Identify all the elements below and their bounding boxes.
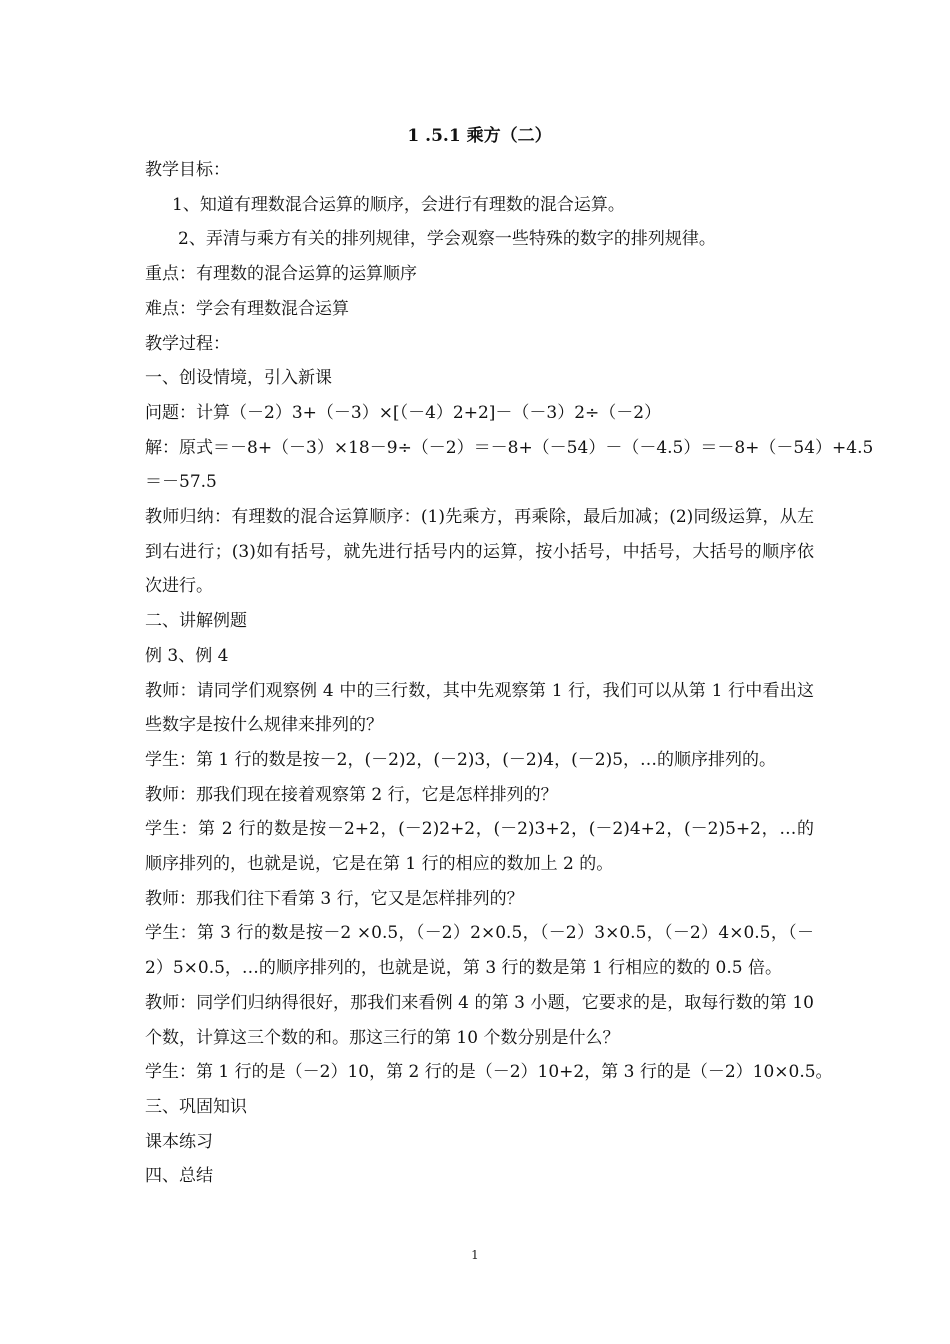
student-dialogue-2: 学生：第 2 行的数是按－2+2，(－2)2+2，(－2)3+2，(－2)4+2，(－2)5+2，…的顺序排列的，也就是说，它是在第 1 行的相应的数加上 2 的。 [145, 819, 814, 875]
student-dialogue-3: 学生：第 3 行的数是按－2 ×0.5，（－2）2×0.5，（－2）3×0.5，（－2）4×0.5，（－2）5×0.5，…的顺序排列的，也就是说，第 3 行的数是第 1 行相应的数的 0.5 倍。 [145, 923, 814, 979]
section-heading-2: 二、讲解例题 [145, 611, 247, 632]
teacher-summary-paragraph: 教师归纳：有理数的混合运算顺序：(1)先乘方，再乘除，最后加减；(2)同级运算，从左到右进行；(3)如有括号，就先进行括号内的运算，按小括号，中括号，大括号的顺序依次进行。 [145, 507, 814, 597]
objective-item-2: 2、弄清与乘方有关的排列规律，学会观察一些特殊的数字的排列规律。 [178, 229, 716, 250]
textbook-exercise: 课本练习 [145, 1131, 213, 1152]
key-point: 重点：有理数的混合运算的运算顺序 [145, 264, 417, 285]
document-title: 1 .5.1 乘方（二） [407, 126, 552, 146]
student-dialogue-1: 学生：第 1 行的数是按－2，(－2)2，(－2)3，(－2)4，(－2)5，…的顺序排列的。 [145, 749, 777, 770]
teacher-dialogue-4: 教师：同学们归纳得很好，那我们来看例 4 的第 3 小题，它要求的是，取每行数的第 10 个数，计算这三个数的和。那这三行的第 10 个数分别是什么？ [145, 992, 814, 1048]
teacher-dialogue-3: 教师：那我们往下看第 3 行，它又是怎样排列的？ [145, 888, 524, 909]
page-number: 1 [471, 1248, 479, 1262]
section-heading-3: 三、巩固知识 [145, 1096, 247, 1117]
examples-label: 例 3、例 4 [145, 645, 229, 666]
student-dialogue-4: 学生：第 1 行的是（－2）10，第 2 行的是（－2）10+2，第 3 行的是（－2）10×0.5。 [145, 1062, 833, 1083]
section-label-objectives: 教学目标： [145, 160, 230, 180]
problem-statement: 问题：计算（－2）3+（－3）×[（－4）2+2]－（－3）2÷（－2） [145, 402, 662, 423]
solution-line-2: ＝－57.5 [145, 472, 217, 493]
section-label-process: 教学过程： [145, 333, 230, 354]
difficult-point: 难点：学会有理数混合运算 [145, 298, 349, 319]
section-heading-4: 四、总结 [145, 1166, 213, 1187]
teacher-dialogue-2: 教师：那我们现在接着观察第 2 行，它是怎样排列的？ [145, 784, 558, 805]
objective-item-1: 1、知道有理数混合运算的顺序，会进行有理数的混合运算。 [172, 194, 625, 215]
section-heading-1: 一、创设情境，引入新课 [145, 368, 332, 389]
teacher-dialogue-1: 教师：请同学们观察例 4 中的三行数，其中先观察第 1 行，我们可以从第 1 行中看出这些数字是按什么规律来排列的？ [145, 680, 814, 736]
solution-line-1: 解：原式＝－8+（－3）×18－9÷（－2）＝－8+（－54）－（－4.5）＝－8+（－54）+4.5 [145, 437, 874, 458]
